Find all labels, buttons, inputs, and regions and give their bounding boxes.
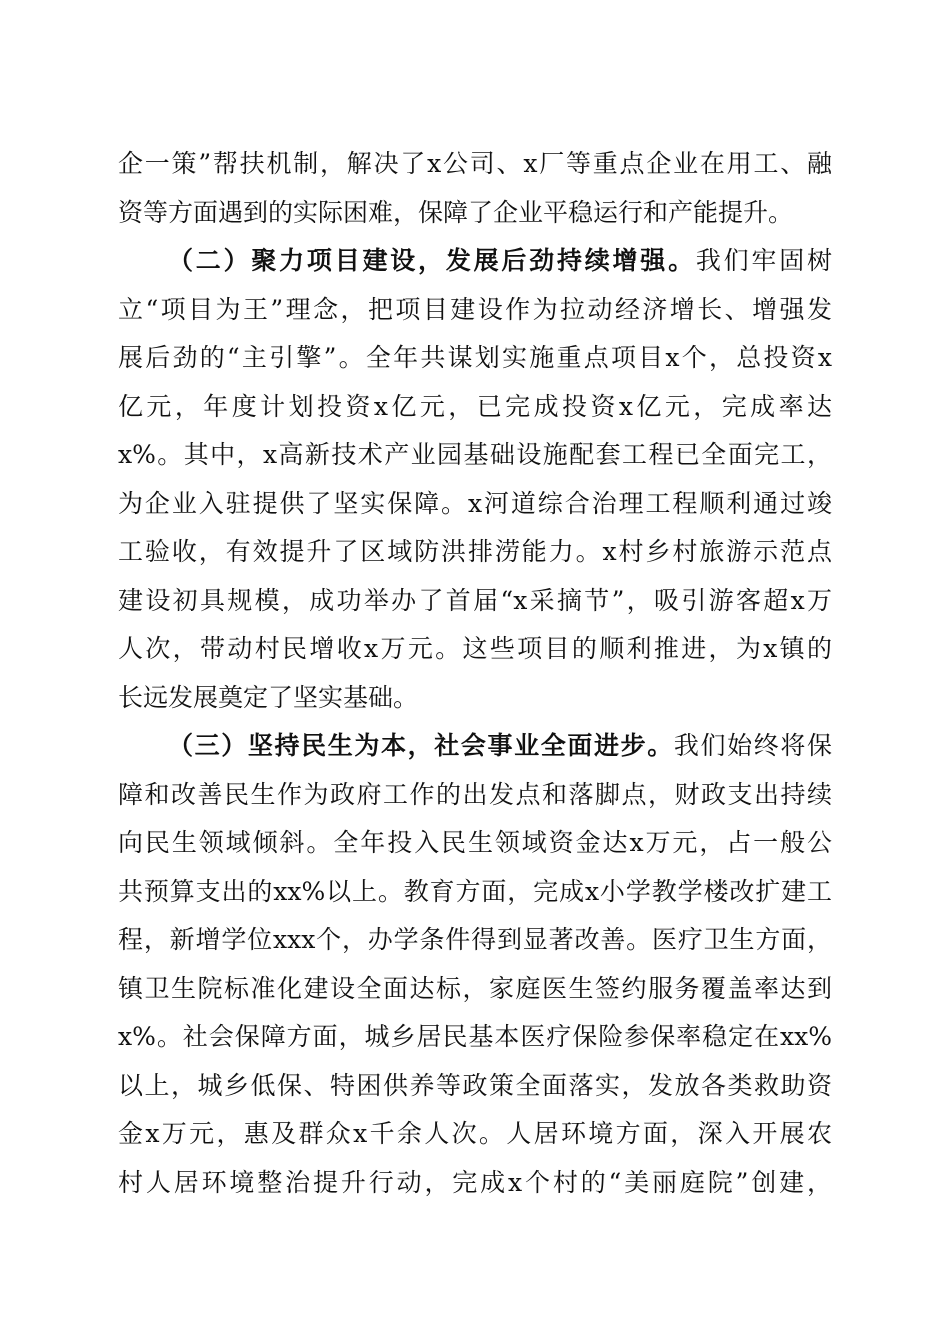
text-line: x%。其中，x高新技术产业园基础设施配套工程已全面完工，	[118, 440, 832, 469]
text-run: 我们牢固树	[695, 246, 832, 275]
text-line: 为企业入驻提供了坚实保障。x河道综合治理工程顺利通过竣	[118, 488, 832, 518]
text-line: 立“项目为王”理念，把项目建设作为拉动经济增长、增强发	[118, 294, 832, 324]
text-line: 向民生领域倾斜。全年投入民生领域资金达x万元，占一般公	[118, 828, 832, 857]
text-line: 人次，带动村民增收x万元。这些项目的顺利推进，为x镇的	[118, 634, 832, 663]
text-line: 镇卫生院标准化建设全面达标，家庭医生签约服务覆盖率达到	[118, 973, 832, 1003]
text-line: 长远发展奠定了坚实基础。	[118, 682, 419, 712]
paragraph-continuation	[118, 140, 832, 237]
text-line: 资等方面遇到的实际困难，保障了企业平稳运行和产能提升。	[118, 197, 794, 227]
text-line: 以上，城乡低保、特困供养等政策全面落实，发放各类救助资	[118, 1070, 832, 1100]
paragraph-first-line	[118, 237, 832, 286]
text-line: 金x万元，惠及群众x千余人次。人居环境方面，深入开展农	[118, 1119, 832, 1148]
document-page	[118, 140, 832, 1207]
section-heading: （三）坚持民生为本，社会事业全面进步。	[168, 731, 674, 760]
text-line: 障和改善民生作为政府工作的出发点和落脚点，财政支出持续	[118, 779, 832, 809]
paragraph-project-construction	[118, 237, 832, 722]
text-line: 展后劲的“主引擎”。全年共谋划实施重点项目x个，总投资x	[118, 343, 832, 372]
text-line: x%。社会保障方面，城乡居民基本医疗保险参保率稳定在xx%	[118, 1022, 832, 1051]
text-line: 程，新增学位xxx个，办学条件得到显著改善。医疗卫生方面，	[118, 925, 832, 954]
text-line: 共预算支出的xx%以上。教育方面，完成x小学教学楼改扩建工	[118, 876, 832, 906]
paragraph-first-line	[118, 722, 832, 771]
text-line: 亿元，年度计划投资x亿元，已完成投资x亿元，完成率达	[118, 391, 832, 421]
section-heading: （二）聚力项目建设，发展后劲持续增强。	[168, 246, 696, 275]
text-line: 工验收，有效提升了区域防洪排涝能力。x村乡村旅游示范点	[118, 537, 832, 566]
text-line: 村人居环境整治提升行动，完成x个村的“美丽庭院”创建，	[118, 1167, 832, 1197]
text-line: 建设初具规模，成功举办了首届“x采摘节”，吸引游客超x万	[118, 585, 832, 615]
text-line: 企一策”帮扶机制，解决了x公司、x厂等重点企业在用工、融	[118, 149, 832, 178]
paragraph-livelihood	[118, 722, 832, 1207]
text-run: 我们始终将保	[673, 731, 832, 760]
